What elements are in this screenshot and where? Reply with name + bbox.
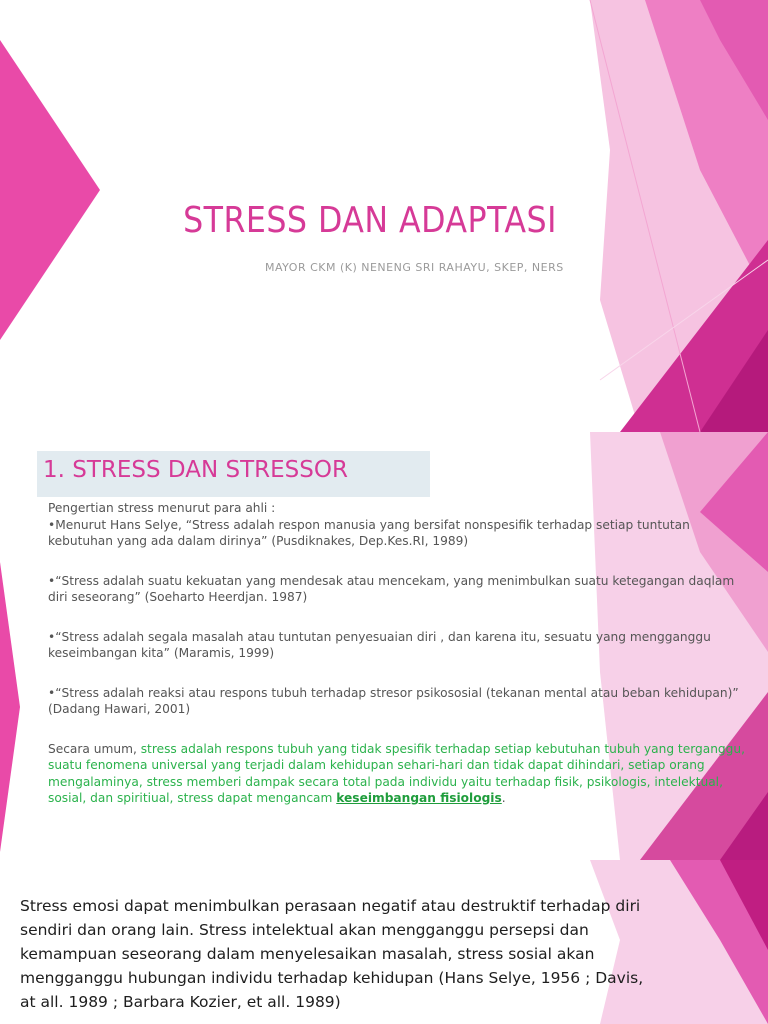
- stress-effects-text: Stress emosi dapat menimbulkan perasaan negatif atau destruktif terhadap diri sendiri dan orang lain. Stress intelektual akan mengganggu persepsi dan kemampuan seseorang dalam menyelesaikan masalah, stress sosial akan mengganggu hubungan individu terhadap kehidupan (Hans Selye, 1956 ; Davis, at all. 1989 ; Barbara Kozier, et all. 1989): [20, 897, 644, 1011]
- summary-paragraph: [48, 741, 748, 807]
- section-heading: 1. STRESS DAN STRESSOR: [37, 451, 430, 497]
- definition-hans-selye: •Menurut Hans Selye, “Stress adalah respon manusia yang bersifat nonspesifik terhadap setiap tuntutan kebutuhan yang ada dalam dirinya” (Pusdiknakes, Dep.Kes.RI, 1989): [48, 517, 690, 548]
- keseimbangan-fisiologis-link[interactable]: keseimbangan fisiologis: [336, 791, 502, 805]
- summary-prefix: Secara umum,: [48, 741, 141, 756]
- summary-highlight: stress adalah respons tubuh yang tidak spesifik terhadap setiap kebutuhan tubuh yang terganggu, suatu fenomena universal yang terjadi dalam kehidupan sehari-hari dan tidak dapat dihindari, setiap orang mengalaminya, stress memberi dampak secara total pada individu yaitu terhadap fisik, psikologis, intelektual, sosial, dan spiritiual, stress dapat mengancam: [48, 741, 746, 805]
- definitions-body: [48, 500, 748, 807]
- summary-end: .: [501, 791, 506, 805]
- presentation-subtitle: MAYOR CKM (K) NENENG SRI RAHAYU, SKEP, NERS: [265, 261, 564, 274]
- title-slide: [0, 0, 768, 432]
- definition-dadang-hawari: •“Stress adalah reaksi atau respons tubuh terhadap stresor psikososial (tekanan mental atau beban kehidupan)” (Dadang Hawari, 2001): [48, 685, 739, 716]
- content-slide-stress-definitions: [0, 432, 768, 860]
- definition-maramis: •“Stress adalah segala masalah atau tuntutan penyesuaian diri , dan karena itu, sesuatu yang mengganggu keseimbangan kita” (Maramis, 1999): [48, 629, 711, 660]
- intro-text: Pengertian stress menurut para ahli :: [48, 501, 276, 515]
- definition-soeharto: •“Stress adalah suatu kekuatan yang mendesak atau mencekam, yang menimbulkan suatu ketegangan daqlam diri seseorang” (Soeharto Heerdjan. 1987): [48, 573, 735, 604]
- content-slide-stress-effects: [0, 860, 768, 1024]
- presentation-title: STRESS DAN ADAPTASI: [183, 200, 557, 241]
